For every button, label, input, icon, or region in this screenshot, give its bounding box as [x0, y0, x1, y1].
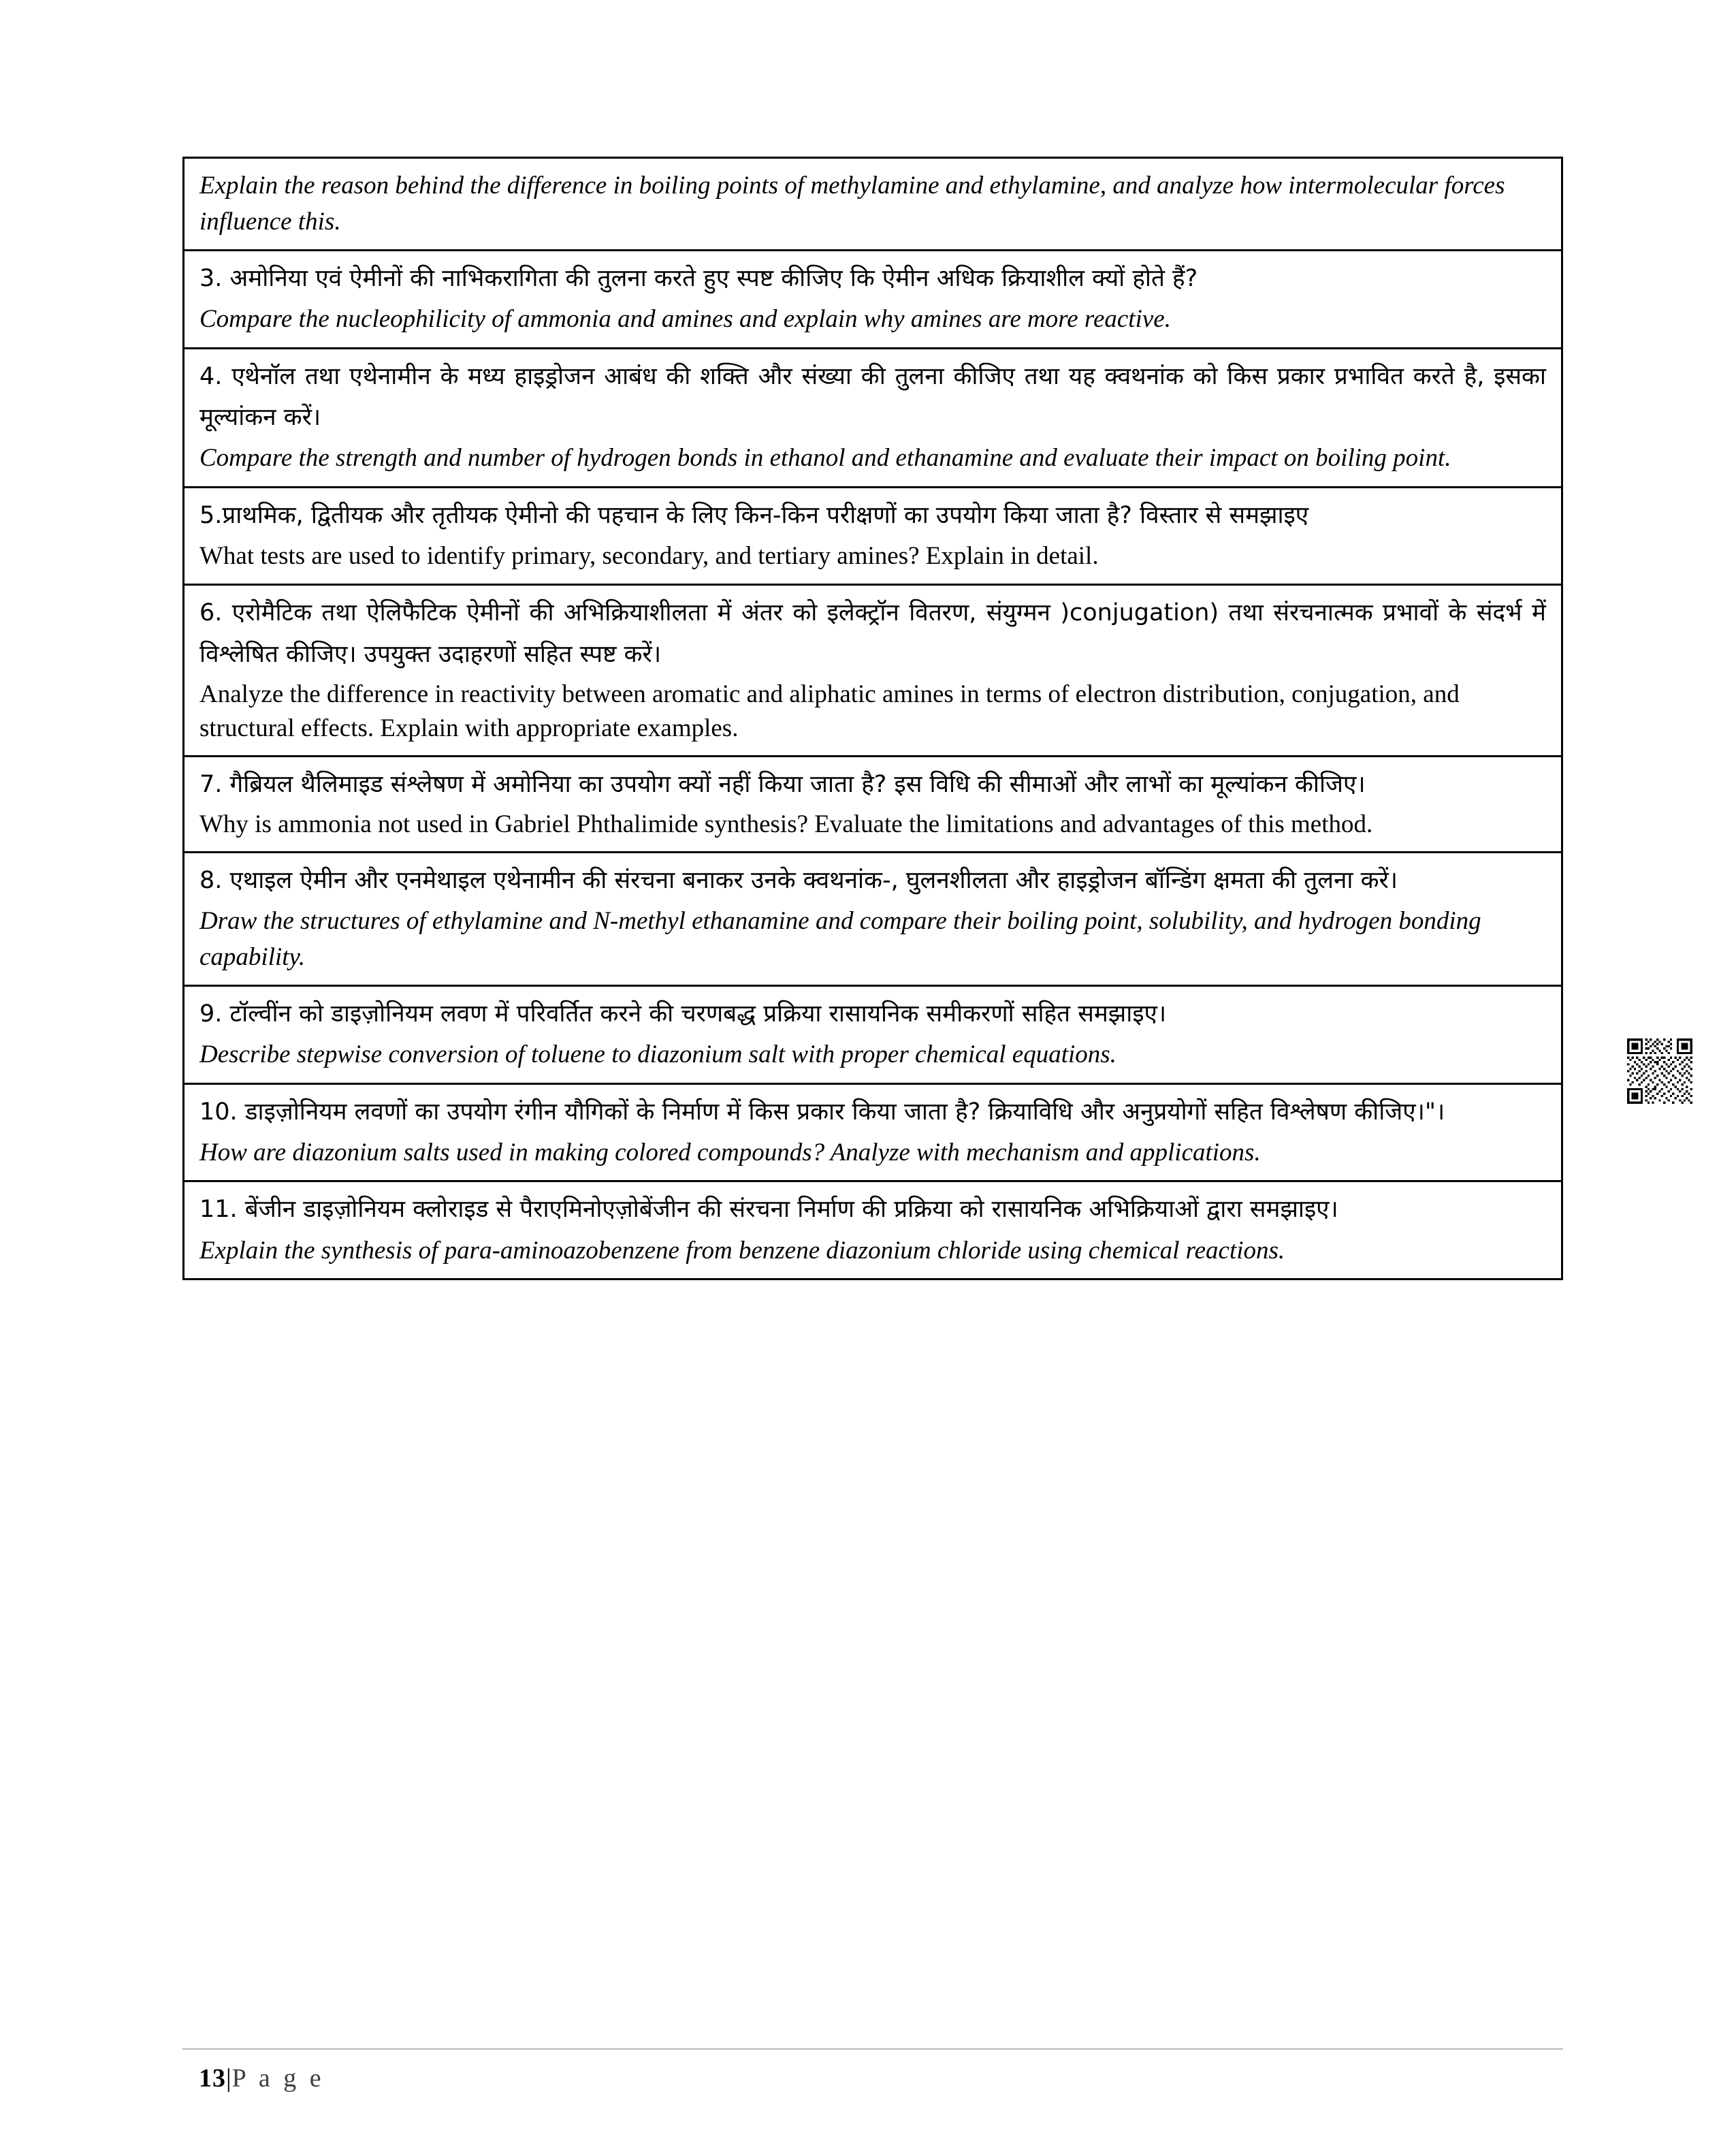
table-row [184, 987, 1561, 1085]
table-row [184, 1182, 1561, 1278]
question-english-text: Compare the strength and number of hydrogen bonds in ethanol and ethanamine and evaluate their impact on boiling point. [199, 444, 1451, 473]
question-hindi-text: 9. टॉल्वींन को डाइज़ोनियम लवण में परिवर्तित करने की चरणबद्ध प्रक्रिया रासायनिक समीकरणों सहित समझाइए। [199, 1000, 1167, 1028]
table-row [184, 159, 1561, 251]
question-hindi-text: 4. एथेनॉल तथा एथेनामीन के मध्य हाइड्रोजन आबंध की शक्ति और संख्या की तुलना कीजिए तथा यह क्वथनांक को किस प्रकार प्रभावित करते है, इसका मूल्यांकन करें। [199, 362, 1546, 431]
table-row [184, 586, 1561, 757]
question-english-text: Explain the synthesis of para-aminoazobenzene from benzene diazonium chloride using chemical reactions. [199, 1236, 1285, 1265]
table-row [184, 349, 1561, 488]
question-hindi-text: 8. एथाइल ऐमीन और एनमेथाइल एथेनामीन की संरचना बनाकर उनके क्वथनांक-, घुलनशीलता और हाइड्रोजन बॉन्डिंग क्षमता की तुलना करें। [199, 866, 1398, 894]
question-english-text: Explain the reason behind the difference in boiling points of methylamine and ethylamine, and analyze how intermolecular forces influence this. [199, 172, 1505, 236]
question-hindi-text: 10. डाइज़ोनियम लवणों का उपयोग रंगीन यौगिकों के निर्माण में किस प्रकार किया जाता है? क्रियाविधि और अनुप्रयोगों सहित विश्लेषण कीजिए।"। [199, 1098, 1445, 1126]
question-english-text: Describe stepwise conversion of toluene to diazonium salt with proper chemical equations. [199, 1040, 1116, 1069]
table-row [184, 488, 1561, 586]
question-english-text: Analyze the difference in reactivity between aromatic and aliphatic amines in terms of electron distribution, conjugation, and structural effects. Explain with appropriate examples. [199, 680, 1460, 742]
table-row [184, 853, 1561, 987]
question-english-text: Draw the structures of ethylamine and N-methyl ethanamine and compare their boiling point, solubility, and hydrogen bonding capability. [199, 906, 1481, 971]
question-english-text: How are diazonium salts used in making colored compounds? Analyze with mechanism and applications. [199, 1138, 1261, 1166]
table-row [184, 757, 1561, 853]
question-english-text: Compare the nucleophilicity of ammonia and amines and explain why amines are more reactive. [199, 305, 1171, 334]
table-row [184, 251, 1561, 349]
footer-separator: | [226, 2064, 232, 2093]
footer-page-number: 13 [199, 2064, 226, 2093]
question-hindi-text: 7. गैब्रियल थैलिमाइड संश्लेषण में अमोनिया का उपयोग क्यों नहीं किया जाता है? इस विधि की सीमाओं और लाभों का मूल्यांकन कीजिए। [199, 770, 1366, 798]
question-hindi-text: 3. अमोनिया एवं ऐमीनों की नाभिकरागिता की तुलना करते हुए स्पष्ट कीजिए कि ऐमीन अधिक क्रियाशील क्यों होते हैं? [199, 265, 1198, 293]
question-hindi-text: 6. एरोमैटिक तथा ऐलिफैटिक ऐमीनों की अभिक्रियाशीलता में अंतर को इलेक्ट्रॉन वितरण, संयुग्मन )conjugation) तथा संरचनात्मक प्रभावों के संदर्भ में विश्लेषित कीजिए। उपयुक्त उदाहरणों सहित स्पष्ट करें। [199, 599, 1546, 668]
qr-code-icon [1627, 1038, 1692, 1104]
table-row [184, 1085, 1561, 1183]
question-english-text: Why is ammonia not used in Gabriel Phthalimide synthesis? Evaluate the limitations and advantages of this method. [199, 810, 1373, 838]
question-hindi-text: 11. बेंजीन डाइज़ोनियम क्लोराइड से पैराएमिनोएज़ोबेंजीन की संरचना निर्माण की प्रक्रिया को रासायनिक अभिक्रियाओं द्वारा समझाइए। [199, 1196, 1338, 1224]
footer [199, 2063, 325, 2093]
footer-page-label: P a g e [231, 2064, 325, 2093]
questions-table [182, 157, 1563, 1280]
footer-divider [182, 2048, 1563, 2050]
question-hindi-text: 5.प्राथमिक, द्वितीयक और तृतीयक ऐमीनो की पहचान के लिए किन-किन परीक्षणों का उपयोग किया जाता है? विस्तार से समझाइए [199, 501, 1309, 529]
question-english-text: What tests are used to identify primary, secondary, and tertiary amines? Explain in detail. [199, 541, 1099, 570]
